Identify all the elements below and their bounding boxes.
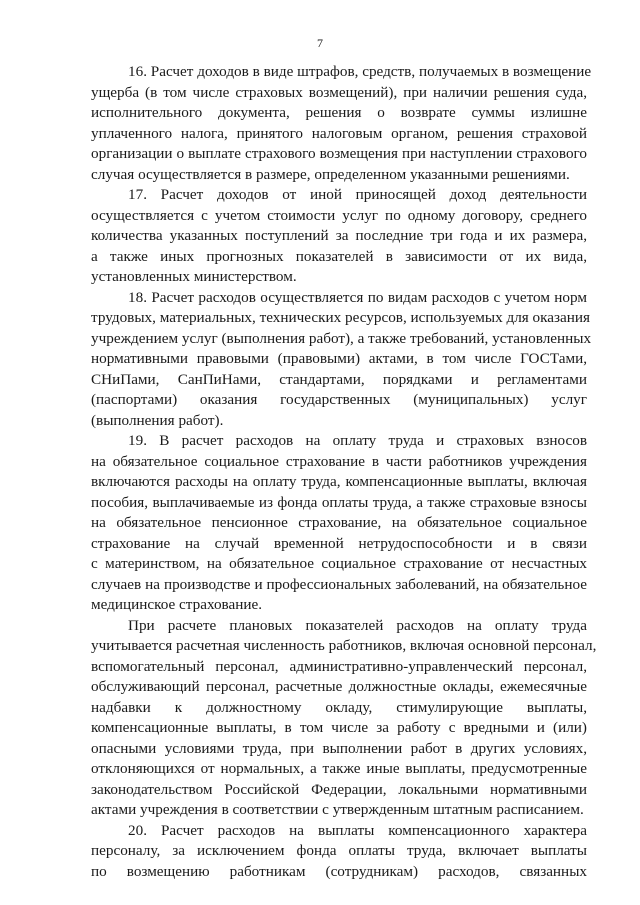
text-line: При расчете плановых показателей расходов на оплату труда <box>128 616 587 634</box>
text-line: на обязательное социальное страхование в части работников учреждения <box>91 452 587 470</box>
text-line: исполнительного документа, решения о возврате суммы излишне <box>91 104 587 121</box>
text-line: организации о выплате страхового возмещения при наступлении страхового <box>91 145 587 162</box>
text-line: надбавки к должностному окладу, стимулирующие выплаты, <box>91 698 587 716</box>
page-number: 7 <box>317 36 323 50</box>
document-body <box>91 62 597 882</box>
text-line: 16. Расчет доходов в виде штрафов, средств, получаемых в возмещение <box>128 63 592 80</box>
text-line: случая осуществляется в размере, определенном указанными решениями. <box>91 165 570 183</box>
text-line: (паспортами) оказания государственных (муниципальных) услуг <box>91 391 587 408</box>
text-line: 20. Расчет расходов на выплаты компенсационного характера <box>128 821 587 839</box>
text-line: 17. Расчет доходов от иной приносящей доход деятельности <box>128 186 587 203</box>
text-line: СНиПами, СанПиНами, стандартами, порядками и регламентами <box>91 370 587 388</box>
paragraph-17 <box>91 185 587 288</box>
text-line: уплаченного налога, принятого налоговым органом, решения страховой <box>91 124 587 142</box>
text-line: трудовых, материальных, технических ресурсов, используемых для оказания <box>91 309 591 326</box>
text-line: законодательством Российской Федерации, локальными нормативными <box>91 780 587 798</box>
text-line: медицинское страхование. <box>91 596 263 613</box>
text-line: на обязательное пенсионное страхование, на обязательное социальное <box>91 514 587 531</box>
text-line: осуществляется с учетом стоимости услуг по одному договору, среднего <box>91 206 587 224</box>
text-line: опасными условиями труда, при выполнении работ в других условиях, <box>91 739 587 757</box>
text-line: а также иных прогнозных показателей в зависимости от их вида, <box>91 247 587 265</box>
text-line: 19. В расчет расходов на оплату труда и страховых взносов <box>128 432 587 449</box>
text-line: обслуживающий персонал, расчетные должностные оклады, ежемесячные <box>91 678 587 695</box>
text-line: с материнством, на обязательное социальное страхование от несчастных <box>91 555 587 572</box>
paragraph-20 <box>91 821 587 883</box>
text-line: по возмещению работникам (сотрудникам) расходов, связанных <box>91 862 587 880</box>
paragraph-19-continued <box>91 616 597 821</box>
text-line: включаются расходы на оплату труда, компенсационные выплаты, включая <box>91 473 587 490</box>
text-line: компенсационные выплаты, в том числе за работу с вредными и (или) <box>91 719 587 736</box>
text-line: страхование на случай временной нетрудоспособности и в связи <box>91 534 587 552</box>
text-line: персоналу, за исключением фонда оплаты труда, включает выплаты <box>91 842 587 859</box>
paragraph-16 <box>91 62 592 185</box>
text-line: (выполнения работ). <box>91 411 224 429</box>
text-line: учреждением услуг (выполнения работ), а также требований, установленных <box>91 329 592 347</box>
text-line: количества указанных поступлений за последние три года и их размера, <box>91 227 587 244</box>
text-line: нормативными правовыми (правовыми) актами, в том числе ГОСТами, <box>91 350 587 367</box>
text-line: учитывается расчетная численность работников, включая основной персонал, <box>91 637 597 654</box>
text-line: установленных министерством. <box>91 268 297 285</box>
text-line: отклоняющихся от нормальных, а также иные выплаты, предусмотренные <box>91 760 587 777</box>
paragraph-18 <box>91 288 592 432</box>
paragraph-19 <box>91 431 587 616</box>
text-line: вспомогательный персонал, административно-управленческий персонал, <box>91 657 587 675</box>
text-line: ущерба (в том числе страховых возмещений), при наличии решения суда, <box>91 83 587 101</box>
text-line: пособия, выплачиваемые из фонда оплаты труда, а также страховые взносы <box>91 493 587 511</box>
text-line: актами учреждения в соответствии с утвержденным штатным расписанием. <box>91 801 584 818</box>
text-line: случаев на производстве и профессиональных заболеваний, на обязательное <box>91 575 587 593</box>
text-line: 18. Расчет расходов осуществляется по видам расходов с учетом норм <box>128 288 587 306</box>
